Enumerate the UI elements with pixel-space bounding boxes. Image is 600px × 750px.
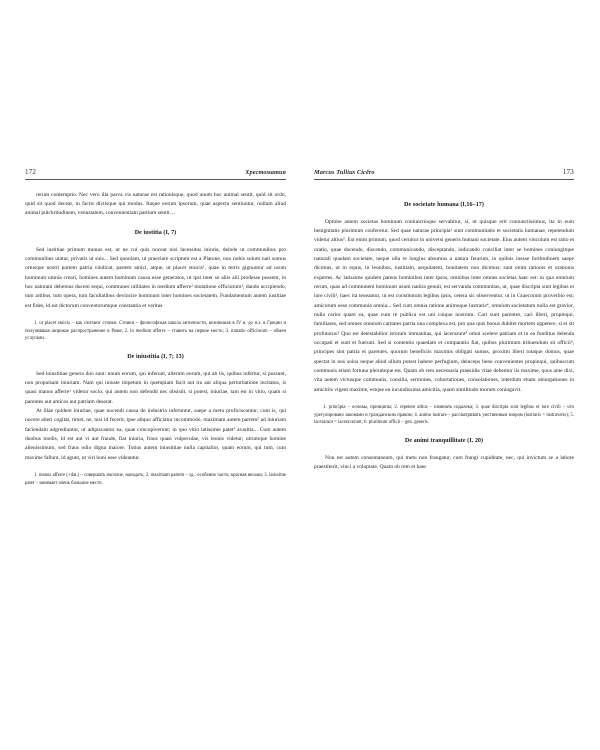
de-iniustitia-paragraph-1: Sed iniustitiae genera duo sunt: unum eorum, qui inferunt, alterum eorum, qui ab iis, quibus infertur, si possunt, non propulsant iniuriam. Nam qui iniuste impetum in quempiam facit aut ira aut aliqua perturbatione incitatus, is quasi manus afferre¹ videtur socio; qui autem non defendit nec obsistit, si potest, iniuriae, tam est in vitio, quam si parentes aut amicos aut patriam deserat. xyxy=(25,370,286,405)
de-animi-tranquillitate-paragraph-1: Non est autem consentaneum, qui metu non frangatur, cum frangi cupiditate, nec, qui invictum se a labore praestiterit, vinci a voluptate. Quam ob rem et haec xyxy=(314,454,574,471)
left-page xyxy=(0,168,300,492)
de-iniustitia-paragraph-2: At illae quidem iniuriae, quae nocendi causa de industria inferuntur, saepe a metu proficiscuntur, cum is, qui nocere alteri cogitat, timet, ne, nisi id fecerit, ipse aliquo afficiatur incommodo, maximam autem partem² ad iniuriam faciendam adgrediuntur, ut adipiscantur ea, quae concupiverunt; in quo vitio latissime patet³ avaritia... Cum autem duobus modis, id est aut vi aut fraude, fiat iniuria, fraus quasi vulpeculae, vis leonis videtur; utrumque homine alienissimum, sed fraus odio digna maiore. Totius autem iniustitiae nulla capitalior, quam eorum, qui tum, cum maxime fallunt, id agunt, ut viri boni esse videantur. xyxy=(25,408,286,461)
section-heading-de-iniustitia: De iniustitia (I, 7; 13) xyxy=(127,354,184,361)
de-iniustitia-notes: 1. manus afferre (+dat.) – совершать насилие, нападать; 2. maximam partem – зд.: особенно часто, красная весьма; 3. latissime patet – занимает очень большое место. xyxy=(25,473,286,486)
right-page xyxy=(300,168,600,473)
right-running-title: Marcus Tullius Cicĕro xyxy=(314,169,375,176)
section-heading-de-iustitia: De iustitia (I, 7) xyxy=(134,230,177,237)
left-running-head xyxy=(25,168,286,180)
left-running-title: Хрестоматия xyxy=(245,169,286,176)
de-societate-humana-paragraph-1: Optime autem societas hominum coniunctioque servabitur, si, ut quisque erit coniunctissimus, ita in eum benignitatis plurimum conferetur. Sed quae naturae principia¹ sunt communitatis et societatis humanae, repetendum videtur altius². Est enim primum, quod cernitur in universi generis humani societate. Eius autem vinculum est ratio et oratio, quae docendo, discendo, communicando, disceptando, iudicando conciliat inter se homines coniungitque naturali quadam societate, neque ulla re longius absumus a natura ferarum, in quibus inesse fortitudinem saepe dicimus, ut in equis, in leonibus, iustitiam, aequitatem, bonitatem non dicimus; sunt enim rationis et orationis expertes. Ac latissime quidem patens hominibus inter ipsos, omnibus inter omnes societas haec est: in qua omnium rerum, quas ad communem hominum usum natūra genuit, est servanda communitas, ut, quae discripta sunt legibus et iure civili³, haec ita teneantur, ut est constitutum legibus ipsis, cetera sic observentur, ut in Graecorum proverbio est; amicorum esse communia omnia... Sed cum omnia ratione animoque lustraris⁴, omnium societatum nulla est gravior, nulla carior quam ea, quae cum re publica est uni cuique nostrum. Cari sunt parentes, cari liberi, propinqui, familiares, sed omnes omnium caritates patria una complexa est, pro qua quis bonus dubitet mortem oppetere, si ei sit profuturus? Quo est detestabilior istorum immanitas, qui lacerarunt⁵ omni scelere patriam et in ea funditus delenda occupati et sunt et fuerunt. Sed si contentio quaedam et comparatio fiat, quibus plurimum tribuendum sit officii⁶, principes sint patria et parentes, quorum beneficiis maximis obligati sumus, proximi liberi totaque domus, quae spectat in nos solos neque aliud ullum potest habere perfugium, deinceps bene convenientes propinqui, quibuscum communis etiam fortuna plerumque est. Quam ob rem necessaria praesidia vitae debentur iis maxime, quos ante dixi, vita autem victusque communis, consilia, sermones, cohortationes, consolationes, interdum etiam obiurgationes in amicitiis vigent maxime, estque ea iucundissima amicitia, quam similitudo morum coniugavit. xyxy=(314,218,574,393)
de-iustitia-notes: 1. ut placet stoicis – как считают стоики. Стоики – философская школа античности, возникшая в IV в. до н.э. в Греции и получившая широкое распространение в Риме; 2. in medium afferre – ставить на первое место; 3. mutatio officiorum – обмен услугами. xyxy=(25,320,286,342)
de-societate-humana-notes: 1. principia – основы, принципы; 2. repetere altius – начинать издалека; 3. quae discripta sunt legibus et iure civili – что урегулировано законами и гражданским правом; 4. animo lustrare – рассматривать умственным взором (lustraris = lustraveris); 5. lacerarunt = laceraverunt; 6. plurimum officii – gen. generis. xyxy=(314,405,574,426)
left-opening-paragraph: rerum contemptio. Nec vero illa parva vis naturae est rationisque, quod unum hoc animal sentit, quid sit ordo, quid sit quod deceat, in factis dictisque qui modus. Itaque eorum ipsorum, quae aspectu sentiuntur, nullum aliud animal pulchritudinem, venustatem, convenientiam partium sentit… xyxy=(25,191,286,217)
left-page-body xyxy=(25,180,286,488)
right-running-head xyxy=(314,168,574,180)
right-folio-number: 173 xyxy=(562,168,574,176)
left-folio-number: 172 xyxy=(25,168,37,176)
de-iustitia-paragraph-1: Sed iustitiae primum munus est, ut ne cui quis noceat nisi lacessitus iniuria, deinde ut communibus pro communibus utatur, privatis ut suis... Sed quoniam, ut praeclare scriptum est a Platone, non nobis solum nati sumus ortusque nostri partem patria vindicat, partem amici, atque, ut placet stoicis¹, quae in terris gignuntur ad usum hominum omnia creari, homines autem hominum causa esse generatos, ut ipsi inter se aliis alii prodesse possent, in hoc naturam debemus ducem sequi, communes utilitates in medium afferre² mutatione officiorum³, dando accipiendo, tum artibus, tum opera, tum facultatibus devincire hominum inter homines societatem. Fundamentum autem iustitiae est fides, id est dictorum conventorumque constantia et veritas. xyxy=(25,246,286,309)
book-spread xyxy=(0,168,600,492)
section-heading-de-societate-humana: De societate humana (I,16–17) xyxy=(404,202,484,208)
section-heading-de-animi-tranquillitate: De animi tranquillitate (I, 20) xyxy=(404,438,484,445)
right-page-body xyxy=(314,180,574,473)
